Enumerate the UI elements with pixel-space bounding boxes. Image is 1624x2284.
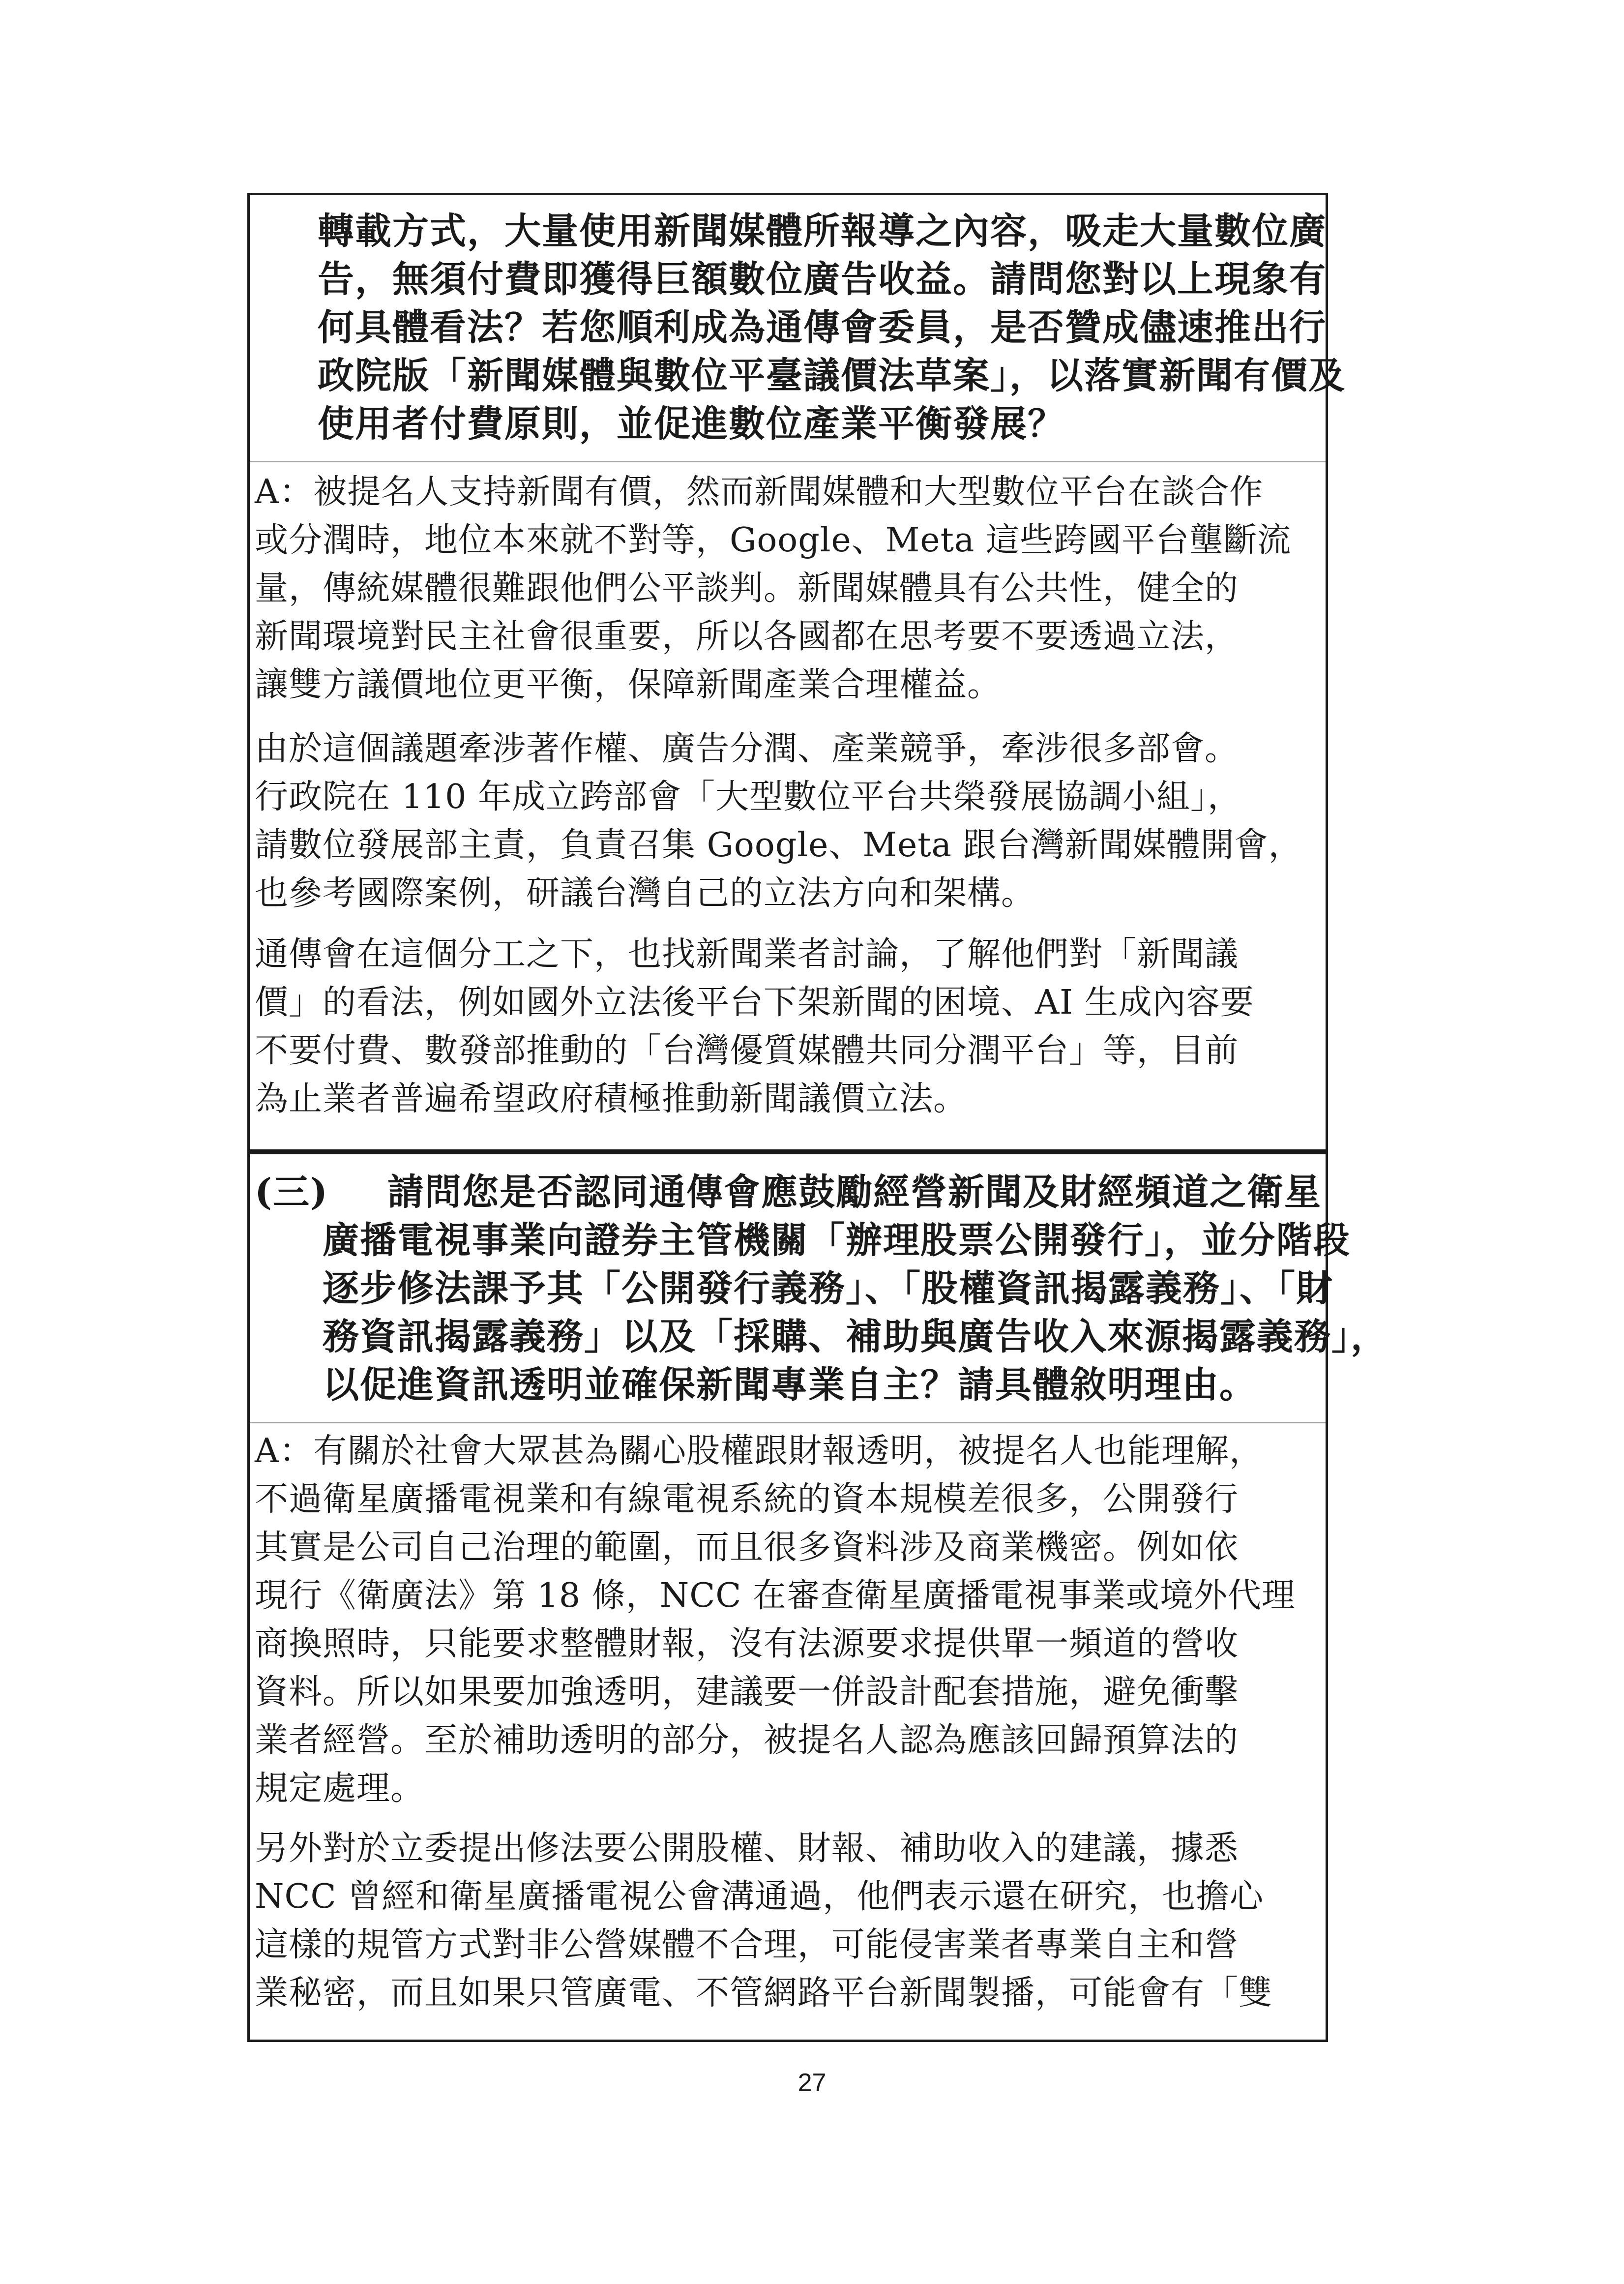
answer-line: 請數位發展部主責，負責召集 Google、Meta 跟台灣新聞媒體開會， [255,826,1302,865]
question-line: 廣播電視事業向證券主管機關「辦理股票公開發行」，並分階段 [323,1219,1351,1262]
page-number: 27 [797,2069,827,2097]
answer-line: 新聞環境對民主社會很重要，所以各國都在思考要不要透過立法， [255,617,1239,656]
answer-line: 也參考國際案例，研議台灣自己的立法方向和架構。 [255,874,1035,913]
question-line: 轉載方式，大量使用新聞媒體所報導之內容，吸走大量數位廣 [318,210,1327,252]
answer-line: A：被提名人支持新聞有價，然而新聞媒體和大型數位平台在談合作 [255,473,1264,511]
question-line: 告，無須付費即獲得巨額數位廣告收益。請問您對以上現象有 [318,258,1327,301]
question-line: 逐步修法課予其「公開發行義務」、「股權資訊揭露義務」、「財 [323,1267,1333,1310]
answer-line: 這樣的規管方式對非公營媒體不合理，可能侵害業者專業自主和營 [255,1925,1239,1964]
question-line: 以促進資訊透明並確保新聞專業自主？請具體敘明理由。 [323,1364,1257,1406]
qa-box-previous [247,193,1346,1152]
question-answer-divider [250,1422,1326,1423]
answer-line: 量，傳統媒體很難跟他們公平談判。新聞媒體具有公共性，健全的 [255,569,1239,608]
answer-line: 由於這個議題牽涉著作權、廣告分潤、產業競爭，牽涉很多部會。 [255,729,1239,768]
answer-line: 行政院在 110 年成立跨部會「大型數位平台共榮發展協調小組」， [255,778,1242,816]
answer-line: 商換照時，只能要求整體財報，沒有法源要求提供單一頻道的營收 [255,1624,1239,1663]
question-line: 政院版「新聞媒體與數位平臺議價法草案」，以落實新聞有價及 [318,355,1346,397]
question-text-section-3 [255,1171,1388,1415]
answer-line: 規定處理。 [255,1769,425,1808]
answer-line: 為止業者普遍希望政府積極推動新聞議價立法。 [255,1080,968,1118]
answer-line: 另外對於立委提出修法要公開股權、財報、補助收入的建議，據悉 [255,1829,1239,1868]
answer-line: 或分潤時，地位本來就不對等，Google、Meta 這些跨國平台壟斷流 [255,521,1292,560]
answer-line: 業秘密，而且如果只管廣電、不管網路平台新聞製播，可能會有「雙 [255,1974,1273,2013]
question-line-first [255,1171,1388,1222]
answer-line: 讓雙方議價地位更平衡，保障新聞產業合理權益。 [255,665,1002,704]
answer-paragraph-3 [250,935,1254,1131]
question-line: 何具體看法？若您順利成為通傳會委員，是否贊成儘速推出行 [318,306,1327,349]
answer-line: 不過衛星廣播電視業和有線電視系統的資本規模差很多，公開發行 [255,1480,1239,1519]
answer-line: 通傳會在這個分工之下，也找新聞業者討論，了解他們對「新聞議 [255,935,1239,974]
answer-paragraph-2 [250,1829,1273,2025]
answer-line: 不要付費、數發部推動的「台灣優質媒體共同分潤平台」等，目前 [255,1031,1239,1070]
question-number: (三) [255,1171,329,1213]
answer-line: 現行《衛廣法》第 18 條，NCC 在審查衛星廣播電視事業或境外代理 [255,1576,1296,1615]
question-text-previous [318,210,1346,454]
answer-paragraph-2 [250,729,1302,925]
answer-line: A：有關於社會大眾甚為關心股權跟財報透明，被提名人也能理解， [255,1432,1264,1471]
question-answer-divider [250,461,1326,462]
question-line: 務資訊揭露義務」以及「採購、補助與廣告收入來源揭露義務」， [323,1316,1388,1358]
question-line: 使用者付費原則，並促進數位產業平衡發展？ [318,403,1065,445]
answer-line: 業者經營。至於補助透明的部分，被提名人認為應該回歸預算法的 [255,1721,1239,1760]
answer-paragraph-1 [250,473,1292,717]
answer-line: 資料。所以如果要加強透明，建議要一併設計配套措施，避免衝擊 [255,1673,1239,1712]
answer-line: 其實是公司自己治理的範圍，而且很多資料涉及商業機密。例如依 [255,1528,1239,1567]
qa-box-section-3 [247,1152,1388,2042]
answer-line: NCC 曾經和衛星廣播電視公會溝通過，他們表示還在研究，也擔心 [255,1877,1264,1916]
question-line-first-text: 請問您是否認同通傳會應鼓勵經營新聞及財經頻道之衛星 [387,1171,1322,1213]
answer-line: 價」的看法，例如國外立法後平台下架新聞的困境、AI 生成內容要 [255,983,1254,1022]
answer-paragraph-1 [250,1432,1296,1820]
